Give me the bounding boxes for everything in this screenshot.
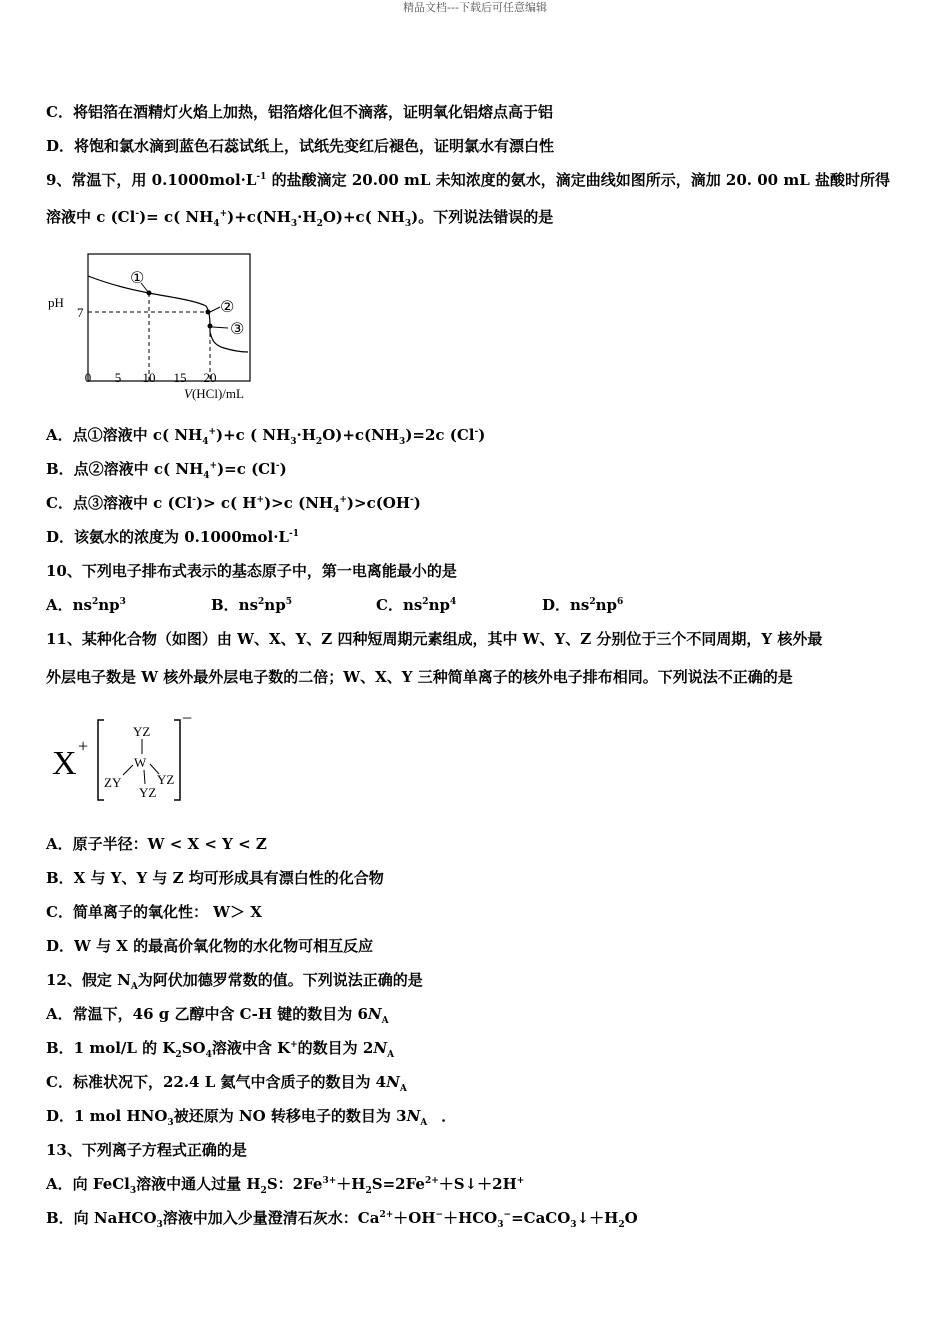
q9-stem-line1: 9、常温下，用 $0.1000mol\cdot L^{-1}$ 的盐酸滴定 20.00 mL 未知浓度的氨水，滴定曲线如图所示，滴加 20. 00 mL 盐酸时所得 [46, 171, 890, 189]
point2-dot [206, 310, 211, 315]
q9-option-a: A．点①溶液中 c( $NH_4^+)+c$ ( $NH_3\cdot H_2O)+c(NH_3)=2c$ (Cl-) [46, 426, 486, 447]
q12-option-c: C．标准状况下，22.4 L 氦气中含质子的数目为 $4N_A$ [46, 1073, 407, 1094]
cation-charge: + [78, 736, 89, 756]
right-bracket [174, 720, 180, 800]
group-left: ZY [104, 775, 122, 790]
q9-option-d: D．该氨水的浓度为 $0.1000mol\cdot L^{-1}$ [46, 528, 299, 546]
q9-stem-line2: 溶液中 c (Cl-)= c( $NH_4^+)+c(NH_3\cdot H_2O)+c$( $NH_3$)。下列说法错误的是 [46, 208, 554, 229]
q13-option-b: B．向 NaHCO$_3$溶液中加入少量澄清石灰水：$Ca^{2+}+OH^-+HCO_3^-=CaCO_3↓+H_2O$ [46, 1209, 638, 1230]
central-atom-w: W [134, 755, 147, 770]
q11-option-a: A．原子半径：W < X < Y < Z [46, 835, 267, 853]
point3-dot [208, 324, 213, 329]
q11-stem-line1: 11、某种化合物（如图）由 W、X、Y、Z 四种短周期元素组成，其中 W、Y、Z 分别位于三个不同周期，Y 核外最 [46, 630, 823, 648]
cation-x: X [52, 745, 77, 782]
q11-option-c: C．简单离子的氧化性： W＞ X [46, 903, 262, 921]
y-tick-7: 7 [77, 305, 84, 320]
x-tick-20: 20 [203, 370, 217, 385]
titration-curve-figure [44, 248, 274, 406]
q13-option-a: A．向 FeCl$_3$溶液中通人过量 $H_2S$：$2Fe^{3+}+H_2S=2Fe^{2+}+S↓+2H^+$ [46, 1175, 525, 1196]
q11-stem-line2: 外层电子数是 W 核外最外层电子数的二倍；W、X、Y 三种简单离子的核外电子排布相同。下列说法不正确的是 [46, 668, 793, 686]
option-d-previous: D．将饱和氯水滴到蓝色石蕊试纸上，试纸先变红后褪色，证明氯水有漂白性 [46, 137, 555, 155]
q11-option-d: D．W 与 X 的最高价氧化物的水化物可相互反应 [46, 937, 374, 955]
marker-2: ② [220, 297, 235, 316]
q10-stem: 10、下列电子排布式表示的基态原子中，第一电离能最小的是 [46, 562, 457, 580]
x-tick-0: 0 [84, 370, 92, 385]
graph-frame [88, 254, 250, 381]
q13-stem: 13、下列离子方程式正确的是 [46, 1141, 247, 1159]
x-tick-5: 5 [114, 370, 122, 385]
marker-1: ① [130, 268, 145, 287]
y-axis-label: pH [48, 295, 64, 310]
x-tick-15: 15 [173, 370, 187, 385]
group-top: YZ [133, 724, 151, 739]
q12-option-a: A．常温下，46 g 乙醇中含 C-H 键的数目为 $6N_A$ [46, 1005, 389, 1026]
q9-option-b: B．点②溶液中 c( $NH_4^+)=c$ (Cl-) [46, 460, 287, 481]
anion-charge: − [182, 712, 193, 728]
q10-option-b: B．$ns^2np^5$ [211, 596, 292, 614]
x-axis-label: V(HCl)/mL [184, 386, 244, 401]
q10-option-c: C．$ns^2np^4$ [376, 596, 457, 614]
compound-structure-figure [46, 712, 216, 808]
group-right: YZ [157, 772, 175, 787]
q12-option-d: D．1 mol $HNO_3$被还原为 NO 转移电子的数目为 $3N_A$ ． [46, 1107, 457, 1128]
page-header: 精品文档---下载后可任意编辑 [403, 1, 547, 14]
group-bottom: YZ [139, 785, 157, 800]
q11-option-b: B．X 与 Y、Y 与 Z 均可形成具有漂白性的化合物 [46, 869, 384, 887]
q10-option-d: D．$ns^2np^6$ [542, 596, 624, 614]
marker-3: ③ [230, 319, 245, 338]
q12-stem: 12、假定 $N_A$为阿伏加德罗常数的值。下列说法正确的是 [46, 971, 423, 992]
option-c-previous: C．将铝箔在酒精灯火焰上加热，铝箔熔化但不滴落，证明氧化铝熔点高于铝 [46, 103, 553, 121]
q9-option-c: C．点③溶液中 c (Cl-)> c( H+)>c $(NH_4^+)>c(OH^-)$ [46, 494, 421, 515]
q12-option-b: B．1 mol/L 的 $K_2SO_4$溶液中含 K+的数目为 $2N_A$ [46, 1039, 395, 1060]
x-tick-10: 10 [142, 370, 156, 385]
q10-option-a: A．$ns^2np^3$ [46, 596, 126, 614]
q10-options [46, 594, 846, 616]
